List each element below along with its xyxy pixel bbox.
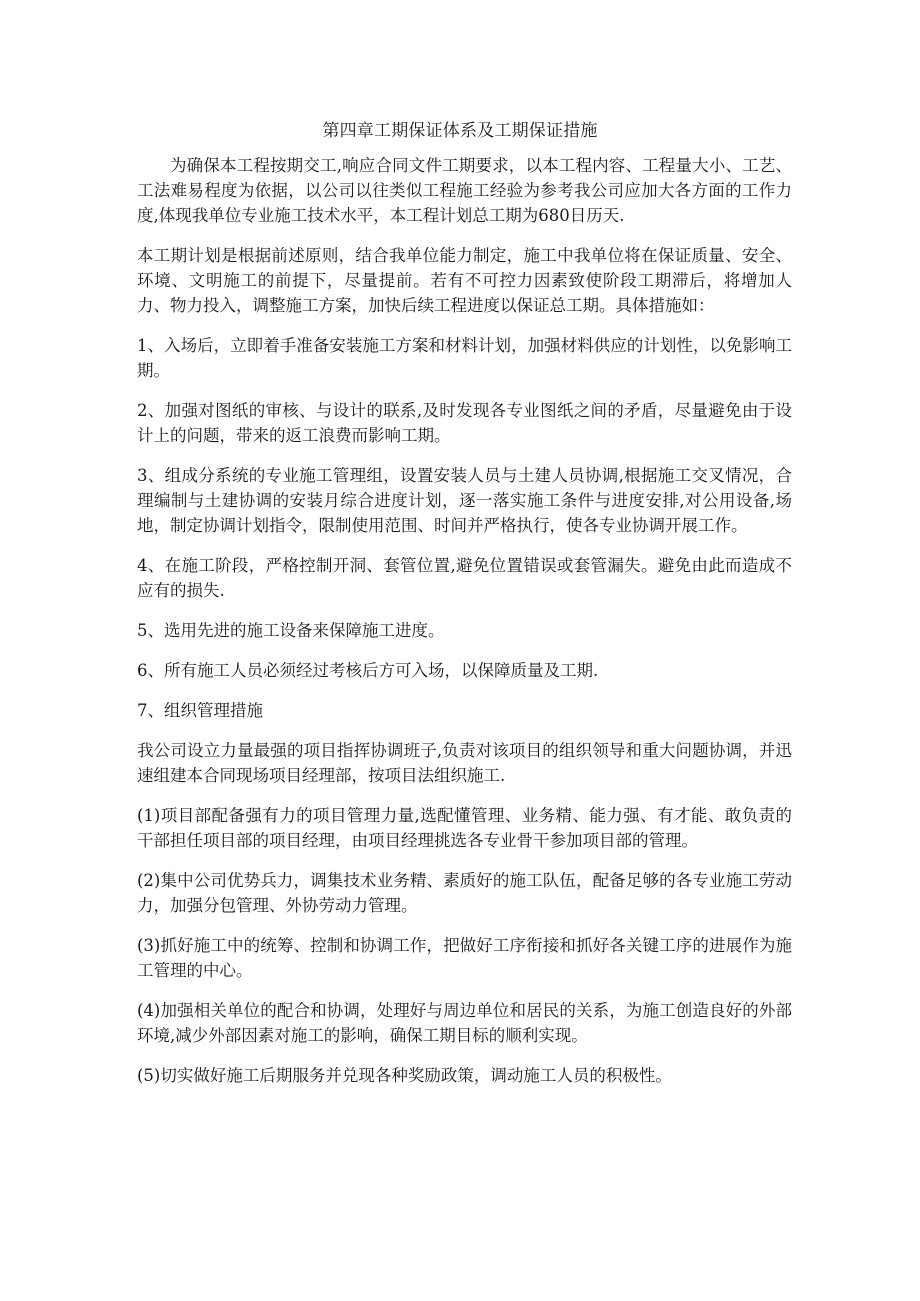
list-item: 1、入场后，立即着手准备安装施工方案和材料计划，加强材料供应的计划性，以免影响工期。	[137, 336, 792, 380]
list-item: 3、组成分系统的专业施工管理组，设置安装人员与土建人员协调,根据施工交叉情况，合理编制与土建协调的安装月综合进度计划，逐一落实施工条件与进度安排,对公用设备,场地，制定协调计划指令，限制使用范围、时间并严格执行，使各专业协调开展工作。	[137, 466, 792, 535]
list-item: 4、在施工阶段，严格控制开洞、套管位置,避免位置错误或套管漏失。避免由此而造成不应有的损失.	[137, 556, 792, 600]
paragraph: 我公司设立力量最强的项目指挥协调班子,负责对该项目的组织领导和重大问题协调，并迅速组建本合同现场项目经理部，按项目法组织施工.	[137, 741, 792, 785]
sub-list-item: (1)项目部配备强有力的项目管理力量,选配懂管理、业务精、能力强、有才能、敢负责的干部担任项目部的项目经理，由项目经理挑选各专业骨干参加项目部的管理。	[137, 806, 792, 850]
list-item: 5、选用先进的施工设备来保障施工进度。	[137, 621, 445, 640]
sub-list-item: (4)加强相关单位的配合和协调，处理好与周边单位和居民的关系，为施工创造良好的外部环境,减少外部因素对施工的影响，确保工期目标的顺利实现。	[137, 1001, 792, 1045]
sub-list-item: (2)集中公司优势兵力，调集技术业务精、素质好的施工队伍，配备足够的各专业施工劳动力，加强分包管理、外协劳动力管理。	[137, 871, 792, 915]
sub-list-item: (5)切实做好施工后期服务并兑现各种奖励政策，调动施工人员的积极性。	[137, 1066, 672, 1085]
document-body	[137, 153, 792, 1103]
list-item: 7、组织管理措施	[137, 701, 263, 720]
list-item: 6、所有施工人员必须经过考核后方可入场，以保障质量及工期.	[137, 661, 599, 680]
paragraph: 本工期计划是根据前述原则，结合我单位能力制定，施工中我单位将在保证质量、安全、环境、文明施工的前提下，尽量提前。若有不可控力因素致使阶段工期滞后，将增加人力、物力投入，调整施工方案，加快后续工程进度以保证总工期。具体措施如：	[137, 246, 792, 315]
list-item: 2、加强对图纸的审核、与设计的联系,及时发现各专业图纸之间的矛盾，尽量避免由于设计上的问题，带来的返工浪费而影响工期。	[137, 401, 792, 445]
sub-list-item: (3)抓好施工中的统筹、控制和协调工作，把做好工序衔接和抓好各关键工序的进展作为施工管理的中心。	[137, 936, 792, 980]
document-title: 第四章工期保证体系及工期保证措施	[322, 121, 598, 141]
paragraph: 为确保本工程按期交工,响应合同文件工期要求，以本工程内容、工程量大小、工艺、工法难易程度为依据，以公司以往类似工程施工经验为参考我公司应加大各方面的工作力度,体现我单位专业施工技术水平，本工程计划总工期为680日历天.	[137, 156, 792, 225]
